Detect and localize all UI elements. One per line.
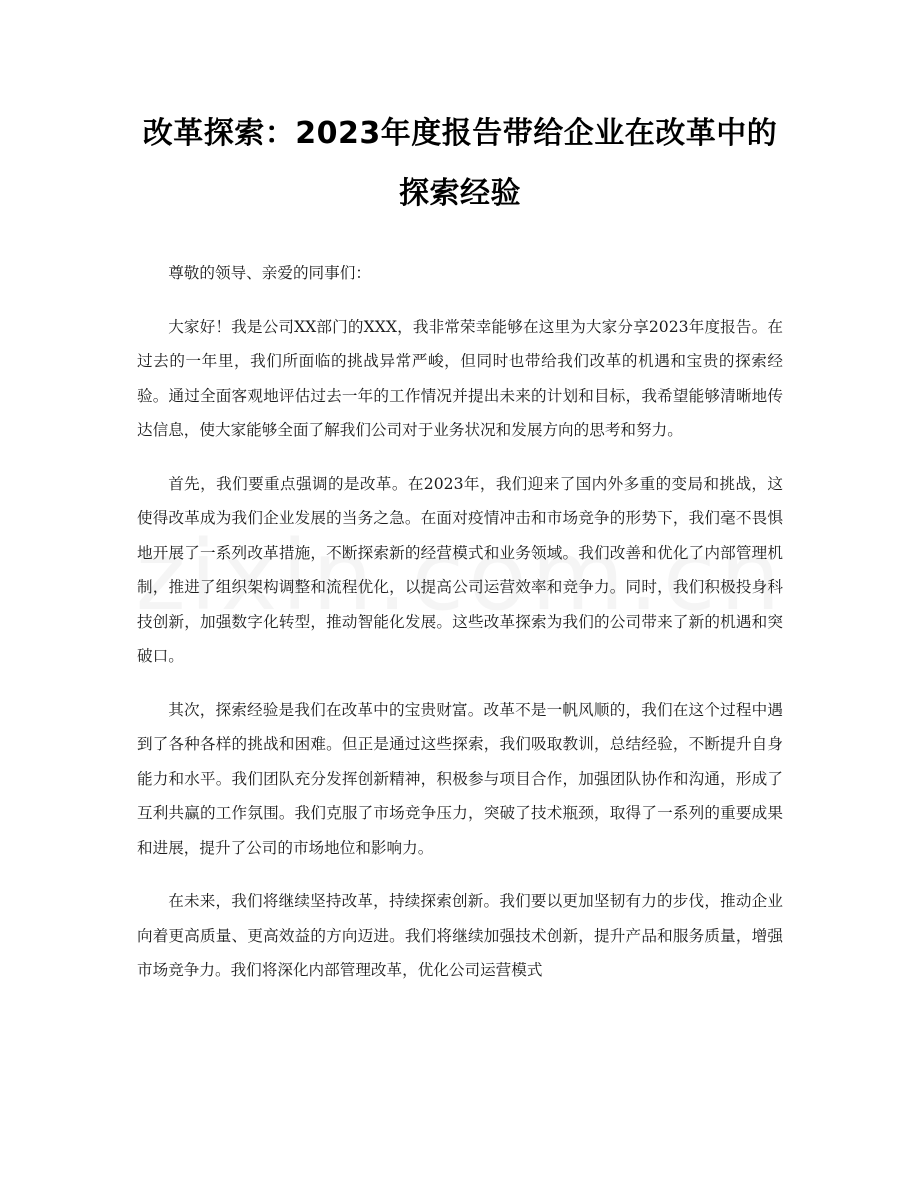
document-body <box>137 256 783 988</box>
future-paragraph: 在未来，我们将继续坚持改革，持续探索创新。我们要以更加坚韧有力的步伐，推动企业向着更高质量、更高效益的方向迈进。我们将继续加强技术创新，提升产品和服务质量，增强市场竞争力。我们将深化内部管理改革，优化公司运营模式 <box>137 892 783 979</box>
intro-paragraph: 大家好！我是公司XX部门的XXX，我非常荣幸能够在这里为大家分享2023年度报告。在过去的一年里，我们所面临的挑战异常严峻，但同时也带给我们改革的机遇和宝贵的探索经验。通过全面客观地评估过去一年的工作情况并提出未来的计划和目标，我希望能够清晰地传达信息，使大家能够全面了解我们公司对于业务状况和发展方向的思考和努力。 <box>137 317 783 439</box>
reform-paragraph: 首先，我们要重点强调的是改革。在2023年，我们迎来了国内外多重的变局和挑战，这使得改革成为我们企业发展的当务之急。在面对疫情冲击和市场竞争的形势下，我们毫不畏惧地开展了一系列改革措施，不断探索新的经营模式和业务领域。我们改善和优化了内部管理机制，推进了组织架构调整和流程优化，以提高公司运营效率和竞争力。同时，我们积极投身科技创新，加强数字化转型，推动智能化发展。这些改革探索为我们的公司带来了新的机遇和突破口。 <box>137 474 783 665</box>
greeting-paragraph: 尊敬的领导、亲爱的同事们： <box>168 264 371 282</box>
document-title: 改革探索：2023年度报告带给企业在改革中的探索经验 <box>142 116 778 211</box>
experience-paragraph: 其次，探索经验是我们在改革中的宝贵财富。改革不是一帆风顺的，我们在这个过程中遇到了各种各样的挑战和困难。但正是通过这些探索，我们吸取教训，总结经验，不断提升自身能力和水平。我们团队充分发挥创新精神，积极参与项目合作，加强团队协作和沟通，形成了互利共赢的工作氛围。我们克服了市场竞争压力，突破了技术瓶颈，取得了一系列的重要成果和进展，提升了公司的市场地位和影响力。 <box>137 700 783 857</box>
